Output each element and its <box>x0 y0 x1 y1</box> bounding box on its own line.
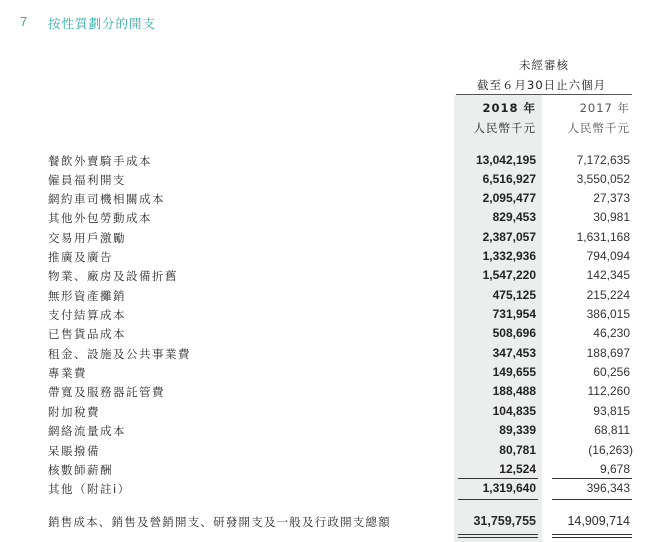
prior-value: 215,224 <box>586 288 630 302</box>
row-label: 物業、廠房及設備折舊 <box>48 269 178 283</box>
current-value: 475,125 <box>492 288 536 302</box>
row-label: 網絡流量成本 <box>48 424 126 438</box>
total-double-rule-current-1 <box>458 534 538 535</box>
current-unit-header: 人民幣千元 <box>473 121 536 135</box>
current-value: 2,095,477 <box>482 191 536 205</box>
unaudited-header: 未經審核 <box>519 58 569 72</box>
prior-value: 27,373 <box>593 191 630 205</box>
total-row <box>0 512 664 532</box>
table-row <box>0 170 664 189</box>
current-value: 188,488 <box>492 384 536 398</box>
total-top-rule-prior <box>552 499 632 500</box>
row-label: 僱員福利開支 <box>48 173 126 187</box>
table-row <box>0 305 664 324</box>
table-row <box>0 344 664 363</box>
total-double-rule-prior-2 <box>552 537 632 538</box>
current-value: 1,319,640 <box>482 481 536 495</box>
section-title: 按性質劃分的開支 <box>48 16 157 31</box>
prior-value: 93,815 <box>593 404 630 418</box>
current-value: 1,547,220 <box>482 268 536 282</box>
subtotal-rule-prior <box>552 478 632 479</box>
period-header: 截至６月30日止六個月 <box>477 78 607 92</box>
prior-value: 142,345 <box>586 268 630 282</box>
prior-unit-header: 人民幣千元 <box>567 121 630 135</box>
current-value: 89,339 <box>499 423 536 437</box>
prior-value: 112,260 <box>587 384 630 398</box>
table-row <box>0 382 664 401</box>
section-number: 7 <box>20 14 28 29</box>
table-row <box>0 363 664 382</box>
prior-value: 386,015 <box>586 307 630 321</box>
prior-value: 396,343 <box>586 481 630 495</box>
total-current-value: 31,759,755 <box>473 514 536 528</box>
table-row <box>0 421 664 440</box>
current-value: 1,332,936 <box>482 249 536 263</box>
prior-value: 60,256 <box>593 365 630 379</box>
current-value: 104,835 <box>492 404 536 418</box>
row-label: 無形資產攤銷 <box>48 289 126 303</box>
row-label: 附加稅費 <box>48 405 100 419</box>
current-value: 80,781 <box>499 443 536 457</box>
table-row <box>0 228 664 247</box>
table-row <box>0 189 664 208</box>
prior-year-header: 2017 年 <box>579 101 630 115</box>
table-row <box>0 151 664 170</box>
row-label: 專業費 <box>48 366 87 380</box>
prior-value: (16,263) <box>588 443 633 457</box>
current-value: 13,042,195 <box>475 153 536 167</box>
row-label: 餐飲外賣騎手成本 <box>48 154 152 168</box>
prior-value: 794,094 <box>586 249 630 263</box>
row-label: 核數師薪酬 <box>48 463 113 477</box>
subtotal-rule-current <box>458 478 538 479</box>
total-double-rule-prior-1 <box>552 534 632 535</box>
total-prior-value: 14,909,714 <box>567 514 630 528</box>
header-divider <box>456 94 632 95</box>
prior-value: 9,678 <box>599 462 630 476</box>
total-top-rule-current <box>458 499 538 500</box>
table-row <box>0 286 664 305</box>
row-label: 交易用戶激勵 <box>48 231 126 245</box>
table-row <box>0 402 664 421</box>
row-label: 已售貨品成本 <box>48 327 126 341</box>
table-row <box>0 247 664 266</box>
table-row <box>0 266 664 285</box>
table-row <box>0 460 664 479</box>
row-label: 網約車司機相關成本 <box>48 192 165 206</box>
current-value: 6,516,927 <box>482 172 536 186</box>
prior-value: 68,811 <box>594 423 630 437</box>
prior-value: 7,172,635 <box>576 153 630 167</box>
table-row <box>0 324 664 343</box>
row-label: 呆賬撥備 <box>48 444 100 458</box>
current-value: 829,453 <box>492 210 536 224</box>
current-value: 731,954 <box>492 307 536 321</box>
row-label: 其他外包勞動成本 <box>48 211 152 225</box>
current-value: 2,387,057 <box>482 230 536 244</box>
table-row <box>0 479 664 498</box>
current-value: 347,453 <box>492 346 536 360</box>
prior-value: 1,631,168 <box>576 230 630 244</box>
current-value: 508,696 <box>492 326 536 340</box>
current-year-header: 2018 年 <box>482 101 536 115</box>
total-label: 銷售成本、銷售及營銷開支、研發開支及一般及行政開支總額 <box>48 515 391 529</box>
row-label: 推廣及廣告 <box>48 250 113 264</box>
row-label: 帶寬及服務器託管費 <box>48 385 165 399</box>
row-label: 支付結算成本 <box>48 308 126 322</box>
total-double-rule-current-2 <box>458 537 538 538</box>
row-label: 租金、設施及公共事業費 <box>48 347 191 361</box>
prior-value: 3,550,052 <box>576 172 630 186</box>
prior-value: 188,697 <box>586 346 630 360</box>
current-value: 12,524 <box>499 462 536 476</box>
table-row <box>0 441 664 460</box>
prior-value: 46,230 <box>593 326 630 340</box>
prior-value: 30,981 <box>593 210 630 224</box>
table-row <box>0 208 664 227</box>
current-value: 149,655 <box>492 365 536 379</box>
row-label: 其他（附註i） <box>48 482 131 496</box>
